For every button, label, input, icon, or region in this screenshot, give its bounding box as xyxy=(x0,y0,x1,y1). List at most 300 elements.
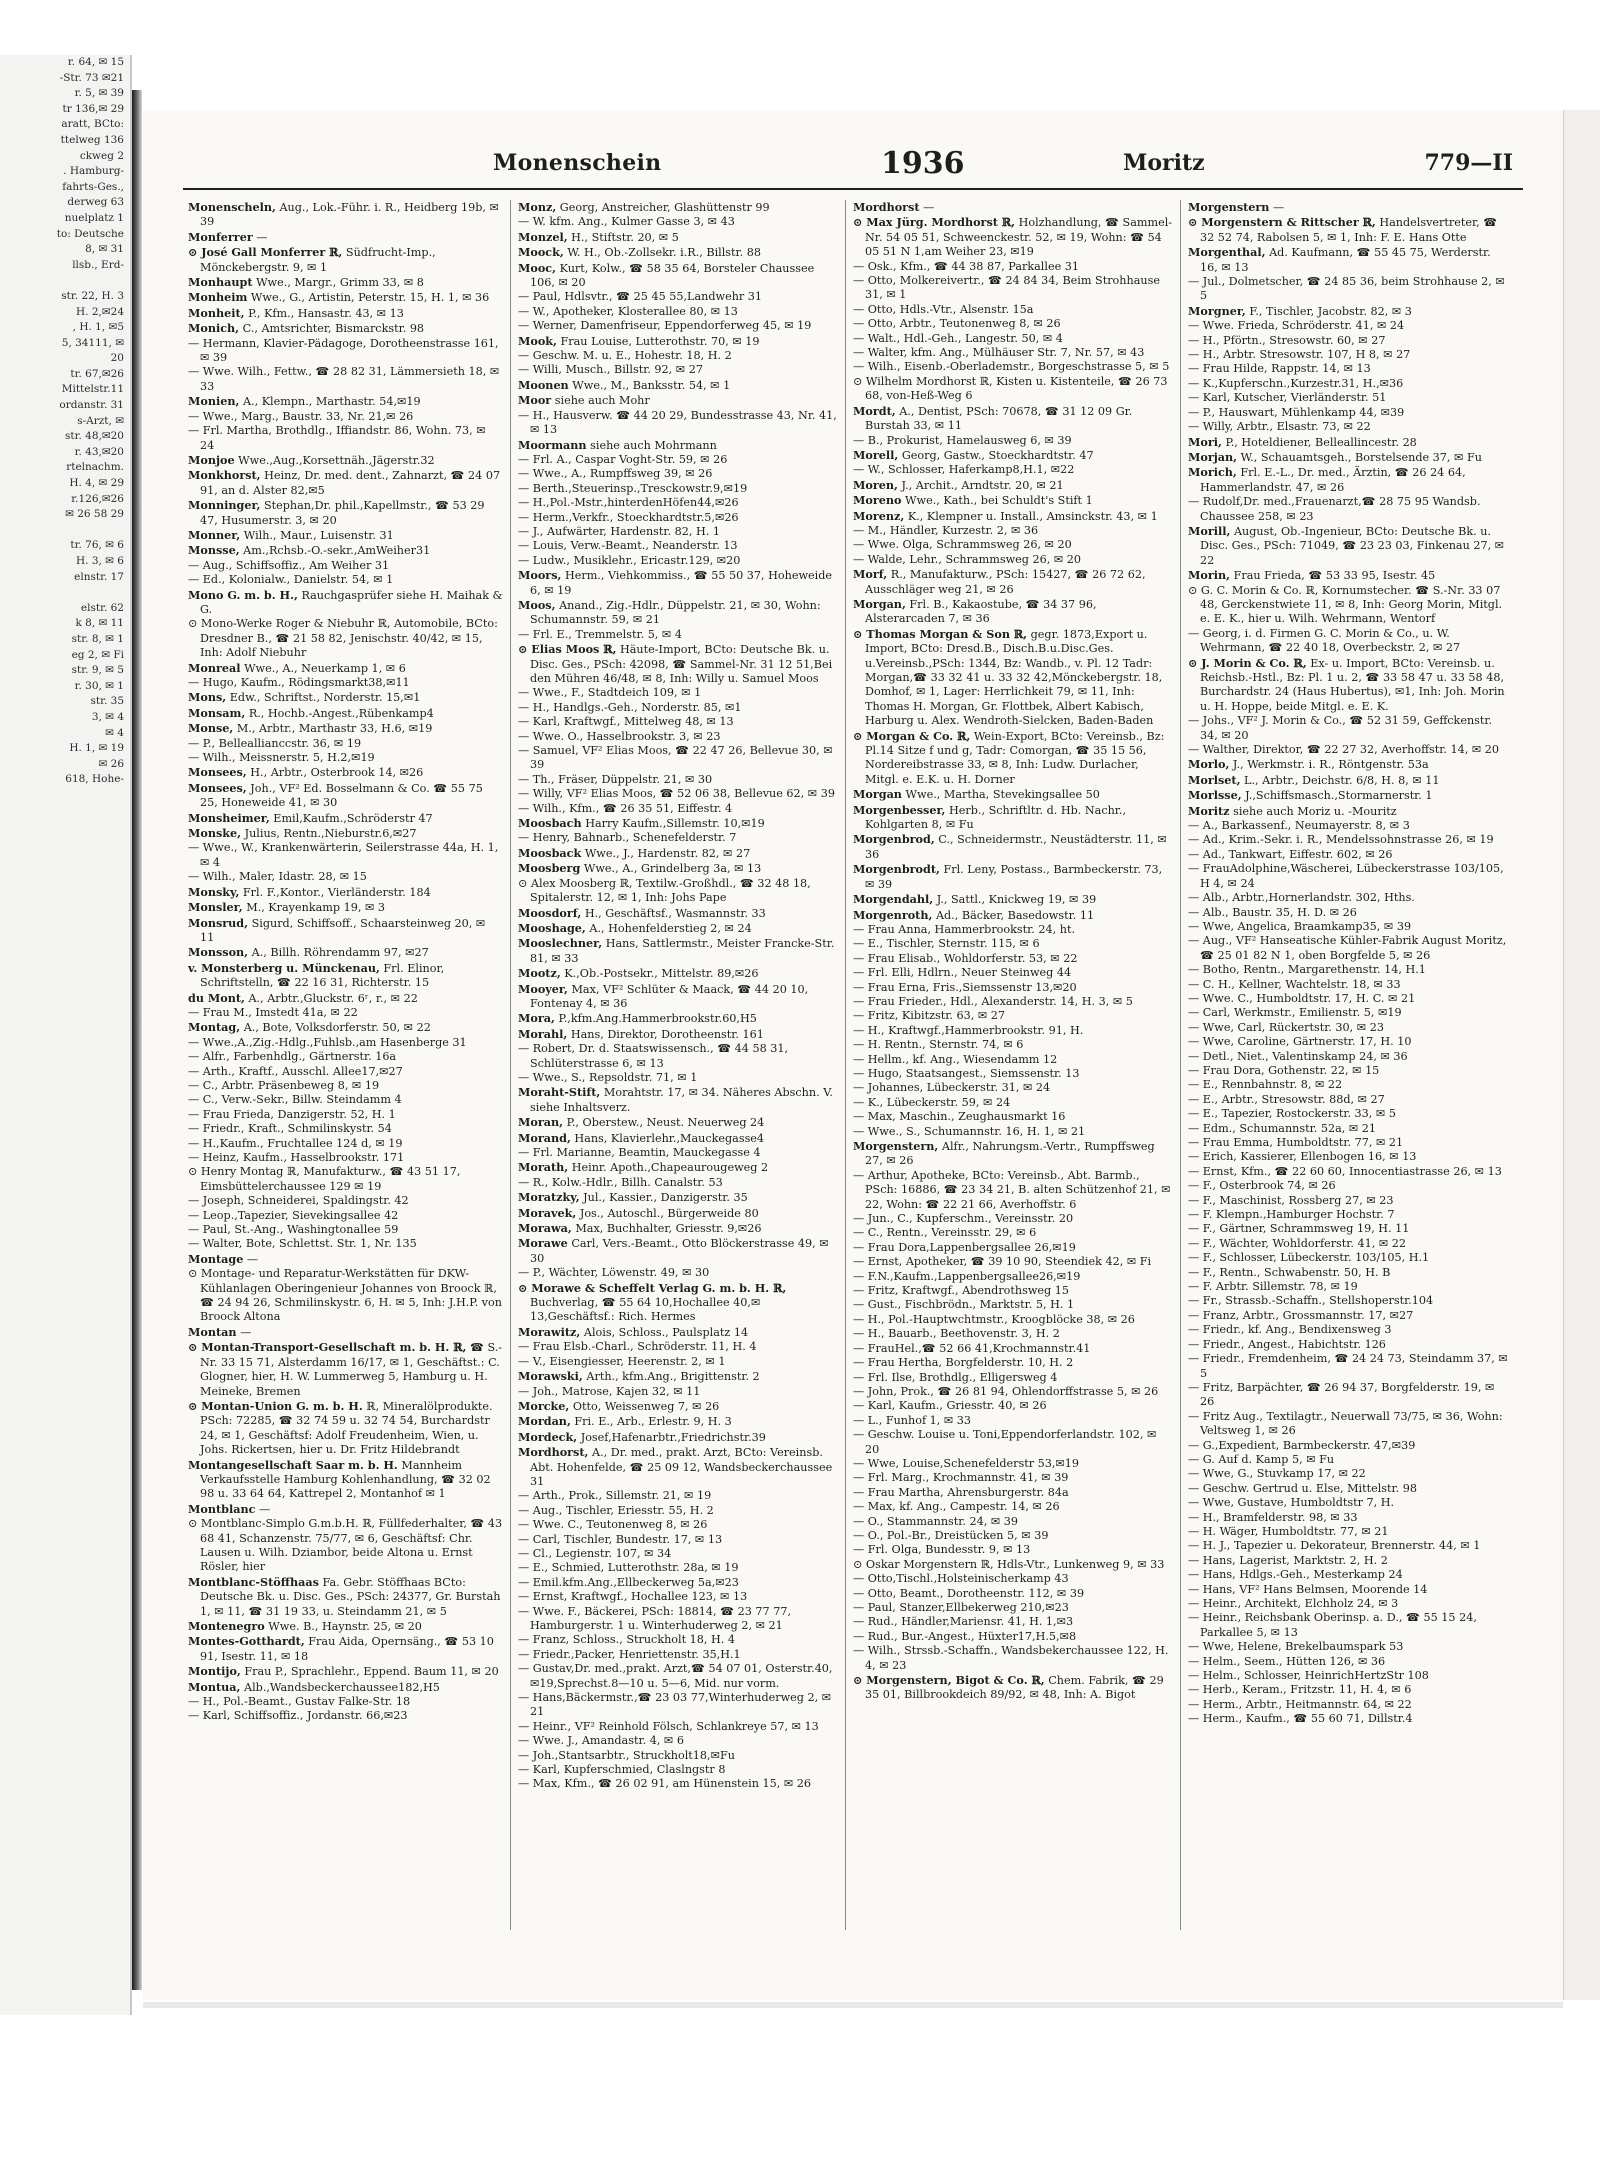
entry-details: — Georg, i. d. Firmen G. C. Morin & Co., u. W. Wehrmann, ☎ 22 40 18, Overbeckstr. 2, ✉ 27 xyxy=(1188,626,1461,655)
entry-name: Mori, xyxy=(1188,434,1222,449)
entry-name: ⊙ Thomas Morgan & Son ℝ, xyxy=(853,626,1028,641)
directory-entry xyxy=(853,1342,1173,1356)
directory-entry xyxy=(518,1414,838,1429)
directory-entry xyxy=(188,885,503,900)
entry-details: Aug., Lok.-Führ. i. R., Heidberg 19b, ✉ 39 xyxy=(200,201,499,229)
entry-name: Monferrer xyxy=(188,229,253,244)
entry-details: — Karl, Kaufm., Griesstr. 40, ✉ 26 xyxy=(853,1399,1047,1413)
entry-details: ⊙ Montblanc-Simplo G.m.b.H. ℝ, Füllfederhalter, ☎ 43 68 41, Schanzenstr. 75/77, ✉ 6, Geschäftsf: Chr. Lausen u. Wilh. Dziambor, beide Altona u. Ernst Rösler, hier xyxy=(188,1517,503,1574)
directory-entry xyxy=(518,1734,838,1748)
entry-details: — Wilh., Kfm., ☎ 26 35 51, Eiffestr. 4 xyxy=(518,801,733,815)
directory-entry xyxy=(1188,1439,1508,1453)
margin-fragment: r. 64, ✉ 15 xyxy=(67,56,124,68)
entry-details: — Rud., Händler,Mariensr. 41, H. 1,✉3 xyxy=(853,1615,1074,1629)
margin-fragment: r.126,✉26 xyxy=(71,492,124,505)
entry-details: Am.,Rchsb.-O.-sekr.,AmWeiher31 xyxy=(243,544,431,558)
directory-entry xyxy=(518,525,838,539)
directory-entry xyxy=(853,404,1173,434)
directory-entry xyxy=(188,394,503,409)
directory-entry xyxy=(853,1414,1173,1428)
directory-entry xyxy=(188,751,503,765)
entry-details: — Frau Martha, Ahrensburgerstr. 84a xyxy=(853,1485,1069,1499)
entry-details: Otto, Weissenweg 7, ✉ 26 xyxy=(572,1399,720,1413)
entry-details: Georg, Anstreicher, Glashüttenstr 99 xyxy=(559,201,770,214)
entry-name: Monsam, xyxy=(188,705,246,720)
directory-entry xyxy=(1188,1410,1508,1439)
entry-details: ⊙ Oskar Morgenstern ℝ, Hdls-Vtr., Lunkenweg 9, ✉ 33 xyxy=(853,1557,1165,1571)
margin-fragment xyxy=(0,273,130,289)
entry-details: — Karl, Kraftwgf., Mittelweg 48, ✉ 13 xyxy=(518,715,734,729)
directory-entry xyxy=(853,1587,1173,1601)
directory-entry xyxy=(853,1226,1173,1240)
directory-entry xyxy=(1188,934,1508,963)
directory-entry xyxy=(518,349,838,363)
directory-entry xyxy=(1188,1179,1508,1193)
directory-entry xyxy=(1188,245,1508,275)
directory-entry xyxy=(1188,1208,1508,1222)
entry-details: Ad., Bäcker, Basedowstr. 11 xyxy=(935,908,1095,922)
entry-details: — V., Eisengiesser, Heerenstr. 2, ✉ 1 xyxy=(518,1354,726,1368)
directory-entry xyxy=(853,1270,1173,1284)
directory-entry xyxy=(1188,1453,1508,1467)
directory-entry xyxy=(518,1221,838,1236)
entry-name: Monheim xyxy=(188,290,248,305)
directory-entry xyxy=(1188,1064,1508,1078)
entry-name: Moravek, xyxy=(518,1205,577,1220)
directory-entry xyxy=(1188,819,1508,833)
entry-details: — Wwe., Marg., Baustr. 33, Nr. 21,✉ 26 xyxy=(188,409,414,423)
right-page-edge xyxy=(1563,110,1600,2000)
directory-entry xyxy=(853,1428,1173,1457)
entry-details: — Ernst, Kraftwgf., Hochallee 123, ✉ 13 xyxy=(518,1590,748,1604)
directory-entry xyxy=(518,1777,838,1791)
entry-details: — Willy, ⅤF² Elias Moos, ☎ 52 06 38, Bellevue 62, ✉ 39 xyxy=(518,787,835,801)
directory-entry xyxy=(1188,1683,1508,1697)
margin-fragment: ✉ 26 58 29 xyxy=(65,508,124,521)
entry-name: ⊙ Montan-Union G. m. b. H. xyxy=(188,1398,363,1413)
entry-details: — Gust., Fischbrödn., Marktstr. 5, H. 1 xyxy=(853,1298,1075,1312)
entry-name: Monkhorst, xyxy=(188,468,261,483)
entry-details: Wilh., Maur., Luisenstr. 31 xyxy=(243,528,394,542)
directory-entry xyxy=(518,686,838,700)
entry-details: Buchverlag, ☎ 55 64 10,Hochallee 40,✉13,Geschäftsf.: Rich. Hermes xyxy=(530,1296,761,1324)
directory-entry xyxy=(518,1085,838,1115)
entry-details: — Heinr., Reichsbank Oberinsp. a. D., ☎ 55 15 24, Parkallee 5, ✉ 13 xyxy=(1188,1611,1477,1639)
entry-details: — F., Schlosser, Lübeckerstr. 103/105, H.1 xyxy=(1188,1251,1430,1265)
entry-name: Morawski, xyxy=(518,1369,583,1384)
margin-fragment: eg 2, ✉ Fi xyxy=(71,648,124,661)
scan-bottom-edge xyxy=(143,2002,1563,2008)
directory-entry xyxy=(1188,495,1508,524)
entry-details: — C. H., Kellner, Wachtelstr. 18, ✉ 33 xyxy=(1188,977,1401,991)
entry-details: — E., Rennbahnstr. 8, ✉ 22 xyxy=(1188,1078,1343,1092)
directory-entry xyxy=(188,1340,503,1399)
entry-name: Montes-Gotthardt, xyxy=(188,1634,305,1649)
margin-fragment: str. 9, ✉ 5 xyxy=(71,664,124,677)
entry-details: — F., Rentn., Schwabenstr. 50, H. B xyxy=(1188,1265,1391,1279)
entry-details: — Ernst, Apotheker, ☎ 39 10 90, Steendiek 42, ✉ Fi xyxy=(853,1255,1152,1269)
entry-details: — Rudolf,Dr. med.,Frauenarzt,☎ 28 75 95 Wandsb. Chaussee 258, ✉ 23 xyxy=(1188,495,1481,523)
directory-entry xyxy=(853,627,1173,729)
directory-entry xyxy=(518,1561,838,1575)
directory-entry xyxy=(1188,1107,1508,1121)
entry-name: Monsees, xyxy=(188,765,247,780)
entry-name: Mooslechner, xyxy=(518,936,603,951)
entry-details: — Herm.,Verkfr., Stoeckhardtstr.5,✉26 xyxy=(518,510,739,524)
entry-details: — L., Funhof 1, ✉ 33 xyxy=(853,1413,972,1427)
directory-entry xyxy=(853,1024,1173,1038)
directory-entry xyxy=(188,453,503,468)
entry-details: — O., Stammannstr. 24, ✉ 39 xyxy=(853,1514,1019,1528)
directory-entry xyxy=(1188,1194,1508,1208)
entry-details: Joh., ⅤF² Ed. Bosselmann & Co. ☎ 55 75 25, Honeweide 41, ✉ 30 xyxy=(200,781,483,810)
entry-details: — Karl, Kupferschmied, Claslngstr 8 xyxy=(518,1763,726,1777)
directory-entry xyxy=(853,317,1173,331)
directory-entry xyxy=(518,1027,838,1042)
directory-entry xyxy=(518,1236,838,1266)
entry-details: — Osk., Kfm., ☎ 44 38 87, Parkallee 31 xyxy=(853,259,1079,273)
entry-details: — xyxy=(258,1502,271,1516)
directory-entry xyxy=(188,1050,503,1064)
directory-entry xyxy=(188,230,503,245)
directory-entry xyxy=(1188,1222,1508,1236)
directory-entry xyxy=(518,1691,838,1720)
entry-details: — Wwe., F., Stadtdeich 109, ✉ 1 xyxy=(518,686,702,700)
margin-fragment: elstr. 62 xyxy=(80,601,124,614)
directory-entry xyxy=(518,773,838,787)
entry-details: Wwe. B., Haynstr. 25, ✉ 20 xyxy=(268,1620,422,1633)
column-4 xyxy=(1188,200,1508,1930)
directory-entry xyxy=(853,434,1173,448)
entry-details: — Wwe, Angelica, Braamkamp35, ✉ 39 xyxy=(1188,919,1412,933)
entry-details: Wwe., A., Grindelberg 3a, ✉ 13 xyxy=(583,862,762,876)
entry-details: — xyxy=(923,201,935,214)
directory-entry xyxy=(518,1662,838,1691)
directory-entry xyxy=(1188,978,1508,992)
directory-entry xyxy=(518,1190,838,1205)
entry-details: — Fritz Aug., Textilagtr., Neuerwall 73/75, ✉ 36, Wohn: Veltsweg 1, ✉ 26 xyxy=(1188,1409,1503,1438)
entry-details: — John, Prok., ☎ 26 81 94, Ohlendorffstrasse 5, ✉ 26 xyxy=(853,1384,1159,1398)
directory-entry xyxy=(1188,377,1508,391)
entry-details: — xyxy=(256,230,268,244)
entry-details: — Friedr., Kraft., Schmilinskystr. 54 xyxy=(188,1122,392,1136)
directory-entry xyxy=(1188,788,1508,803)
margin-fragment: ✉ 26 xyxy=(98,757,124,770)
directory-entry xyxy=(188,1194,503,1208)
entry-name: Mons, xyxy=(188,690,227,705)
entry-details: — H.,Kaufm., Fruchtallee 124 d, ✉ 19 xyxy=(188,1136,403,1150)
directory-entry xyxy=(1188,1280,1508,1294)
directory-entry xyxy=(1188,773,1508,788)
entry-name: Monner, xyxy=(188,527,241,542)
entry-name: Morgan, xyxy=(853,596,906,611)
directory-entry xyxy=(188,498,503,528)
directory-entry xyxy=(518,1385,838,1399)
entry-details: — Max, kf. Ang., Campestr. 14, ✉ 26 xyxy=(853,1500,1060,1514)
entry-details: — Wwe, G., Stuvkamp 17, ✉ 22 xyxy=(1188,1467,1366,1481)
entry-name: Mordt, xyxy=(853,403,896,418)
entry-details: Fri. E., Arb., Erlestr. 9, H. 3 xyxy=(574,1415,732,1429)
entry-details: — H., Arbtr. Stresowstr. 107, H 8, ✉ 27 xyxy=(1188,348,1411,362)
entry-details: — Frau Dora, Gothenstr. 22, ✉ 15 xyxy=(1188,1063,1380,1077)
entry-details: — Frau Emma, Humboldtstr. 77, ✉ 21 xyxy=(1188,1136,1404,1149)
directory-entry xyxy=(853,966,1173,980)
entry-details: W. H., Ob.-Zollsekr. i.R., Billstr. 88 xyxy=(567,246,762,260)
entry-details: Häute-Import, BCto: Deutsche Bk. u. Disc. Ges., PSch: 42098, ☎ Sammel-Nr. 31 12 51,Bei den Mühren 46/48, ✉ 8, Inh: Willy u. Samuel Moos xyxy=(530,643,833,685)
directory-entry xyxy=(188,961,503,991)
directory-entry xyxy=(518,261,838,291)
entry-details: — Wwe. F., Bäckerei, PSch: 18814, ☎ 23 77 77, Hamburgerstr. 1 u. Winterhuderweg 2, ✉ 21 xyxy=(518,1604,792,1632)
margin-fragment: tr. 67,✉26 xyxy=(70,367,124,380)
margin-fragment: 8, ✉ 31 xyxy=(85,243,124,256)
directory-entry xyxy=(1188,215,1508,245)
entry-details: L., Arbtr., Deichstr. 6/8, H. 8, ✉ 11 xyxy=(1244,773,1440,787)
directory-entry xyxy=(1188,1266,1508,1280)
entry-details: R., Manufakturw., PSch: 15427, ☎ 26 72 62, Ausschläger weg 21, ✉ 26 xyxy=(865,568,1146,596)
entry-details: J., Archit., Arndtstr. 20, ✉ 21 xyxy=(901,478,1064,492)
entry-details: — Frl. Olga, Bundesstr. 9, ✉ 13 xyxy=(853,1543,1031,1557)
entry-details: Carl, Vers.-Beamt., Otto Blöckerstrasse 49, ✉ 30 xyxy=(530,1237,829,1265)
directory-entry xyxy=(1188,1554,1508,1568)
entry-details: — Friedr., Fremdenheim, ☎ 24 24 73, Steindamm 37, ✉ 5 xyxy=(1188,1352,1508,1380)
entry-name: Moormann xyxy=(518,437,587,452)
margin-fragment: elnstr. 17 xyxy=(74,570,124,583)
directory-entry xyxy=(853,448,1173,463)
entry-details: — E., Tapezier, Rostockerstr. 33, ✉ 5 xyxy=(1188,1107,1396,1121)
directory-entry xyxy=(518,701,838,715)
entry-details: — Hugo, Staatsangest., Siemssenstr. 13 xyxy=(853,1066,1080,1080)
entry-name: ⊙ José Gall Monferrer ℝ, xyxy=(188,245,343,260)
directory-entry xyxy=(518,467,838,481)
entry-details: — Wwe, Helene, Brekelbaumspark 53 xyxy=(1188,1640,1404,1654)
directory-entry xyxy=(518,1115,838,1130)
column-3 xyxy=(853,200,1173,1930)
directory-entry xyxy=(853,1471,1173,1485)
directory-entry xyxy=(1188,1078,1508,1092)
entry-name: Morlset, xyxy=(1188,772,1241,787)
entry-name: Moraht-Stift, xyxy=(518,1085,601,1100)
directory-entry xyxy=(1188,435,1508,450)
entry-details: — Otto, Beamt., Dorotheenstr. 112, ✉ 39 xyxy=(853,1586,1085,1600)
directory-entry xyxy=(518,1430,838,1445)
margin-fragment: H. 3, ✉ 6 xyxy=(75,555,124,567)
entry-details: ⊙ Alex Moosberg ℝ, Textilw.-Großhdl., ☎ 32 48 18, Spitalerstr. 12, ✉ 1, Inh: Johs Pape xyxy=(518,876,811,905)
margin-fragment: 5, 34111, ✉ xyxy=(61,336,124,349)
entry-details: — H., Hausverw. ☎ 44 20 29, Bundesstrasse 43, Nr. 41, ✉ 13 xyxy=(518,408,837,437)
entry-details: — F. Arbtr. Sillemstr. 78, ✉ 19 xyxy=(1188,1280,1358,1294)
entry-details: Frau Frieda, ☎ 53 33 95, Isestr. 45 xyxy=(1233,569,1436,583)
entry-name: Moos, xyxy=(518,597,556,612)
entry-name: Monsheimer, xyxy=(188,810,270,825)
column-2 xyxy=(518,200,838,1930)
entry-details: ⊙ G. C. Morin & Co. ℝ, Kornumstecher. ☎ S.-Nr. 33 07 48, Gerckenstwiete 11, ✉ 8, Inh: Georg Morin, Mitgl. e. E. K., hier u. Wilh. Wehrmann, Wentorf xyxy=(1188,583,1503,626)
directory-entry xyxy=(518,363,838,377)
directory-entry xyxy=(1188,348,1508,362)
entry-details: — O., Pol.-Br., Dreistücken 5, ✉ 39 xyxy=(853,1528,1049,1542)
entry-details: — E., Schmied, Lutterothstr. 28a, ✉ 19 xyxy=(518,1561,739,1575)
directory-entry xyxy=(853,1038,1173,1052)
entry-name: Moreno xyxy=(853,493,902,508)
entry-details: — Wwe, Caroline, Gärtnerstr. 17, H. 10 xyxy=(1188,1035,1412,1049)
page-header xyxy=(183,146,1523,186)
entry-details: — Wwe. Olga, Schrammsweg 26, ✉ 20 xyxy=(853,538,1072,552)
directory-entry xyxy=(1188,1568,1508,1582)
directory-entry xyxy=(518,877,838,906)
directory-entry xyxy=(853,524,1173,538)
entry-details: siehe auch Mohr xyxy=(554,394,650,408)
entry-details: — Johs., ⅤF² J. Morin & Co., ☎ 52 31 59, Geffckenstr. 34, ✉ 20 xyxy=(1188,714,1493,742)
directory-entry xyxy=(853,803,1173,833)
directory-entry xyxy=(518,966,838,981)
entry-details: — Frau Elisab., Wohldorferstr. 53, ✉ 22 xyxy=(853,951,1078,965)
entry-name: Monich, xyxy=(188,321,240,336)
entry-details: — Friedr., kf. Ang., Bendixensweg 3 xyxy=(1188,1323,1392,1337)
directory-entry xyxy=(853,1327,1173,1341)
directory-entry xyxy=(1188,833,1508,847)
entry-details: Jul., Kassier., Danzigerstr. 35 xyxy=(583,1191,748,1205)
directory-entry xyxy=(853,1601,1173,1615)
running-head-last-entry: Moritz xyxy=(1123,150,1205,176)
directory-entry xyxy=(1188,1251,1508,1265)
directory-entry xyxy=(518,539,838,553)
entry-details: Georg, Gastw., Stoeckhardtstr. 47 xyxy=(901,448,1094,462)
directory-entry xyxy=(1188,334,1508,348)
directory-entry xyxy=(853,1630,1173,1644)
directory-entry xyxy=(1188,1511,1508,1525)
entry-details: — Th., Fräser, Düppelstr. 21, ✉ 30 xyxy=(518,772,713,786)
entry-details: — Helm., Schlosser, HeinrichHertzStr 108 xyxy=(1188,1669,1429,1683)
directory-entry xyxy=(188,275,503,290)
margin-fragment: . Hamburg- xyxy=(63,165,124,178)
directory-entry xyxy=(1188,627,1508,656)
entry-name: Mootz, xyxy=(518,966,561,981)
entry-details: — Wwe. C., Teutonenweg 8, ✉ 26 xyxy=(518,1518,708,1532)
entry-name: Monsrud, xyxy=(188,915,249,930)
entry-details: gegr. 1873,Export u. Import, BCto: Dresd.B., Disch.B.u.Disc.Ges. u.Vereinsb.,PSch: 1344, Bz: Wandb., v. Pl. 12 Tadr: Morgan,☎ 33 32 41 u. 33 32 42,Mönckebergstr. 18, Domhof, ✉ 1, Lager: Herrlichkeit 79, ✉ 11, Inh: Thomas H. Morgan, Gr. Flottbek, Albert Kabisch, Harburg u. Alex. Wendroth-Sielcken, Baden-Baden xyxy=(865,627,1163,728)
directory-entry xyxy=(1188,920,1508,934)
entry-details: — P., Belleallianccstr. 36, ✉ 19 xyxy=(188,736,362,750)
directory-entry xyxy=(188,1252,503,1267)
entry-details: — Willy, Arbtr., Elsastr. 73, ✉ 22 xyxy=(1188,420,1371,434)
directory-entry xyxy=(188,1223,503,1237)
directory-entry xyxy=(518,846,838,861)
directory-entry xyxy=(518,1399,838,1414)
column-divider xyxy=(510,200,511,1930)
directory-entry xyxy=(518,1071,838,1085)
directory-entry xyxy=(518,642,838,686)
entry-details: — Arth., Prok., Sillemstr. 21, ✉ 19 xyxy=(518,1489,712,1503)
entry-details: — Aug., Tischler, Eriesstr. 55, H. 2 xyxy=(518,1503,714,1517)
margin-fragment xyxy=(0,523,130,539)
entry-name: Montblanc xyxy=(188,1501,256,1516)
directory-entry xyxy=(1188,757,1508,772)
entry-details: — Max, Kfm., ☎ 26 02 91, am Hünenstein 15, ✉ 26 xyxy=(518,1777,812,1791)
entry-details: — Ed., Kolonialw., Danielstr. 54, ✉ 1 xyxy=(188,573,394,587)
directory-entry xyxy=(1188,714,1508,743)
directory-entry xyxy=(1188,1122,1508,1136)
entry-details: — Walde, Lehr., Schrammsweg 26, ✉ 20 xyxy=(853,552,1081,566)
entry-details: — Otto, Molkereivertr., ☎ 24 84 34, Beim Strohhause 31, ✉ 1 xyxy=(853,274,1160,302)
entry-details: M., Arbtr., Marthastr 33, H.6, ✉19 xyxy=(236,722,433,736)
directory-entry xyxy=(188,811,503,826)
directory-entry xyxy=(853,1385,1173,1399)
entry-name: Morgan xyxy=(853,787,902,802)
entry-details: — Berth.,Steuerinsp.,Tresckowstr.9,✉19 xyxy=(518,481,748,495)
directory-entry xyxy=(1188,1021,1508,1035)
directory-entry xyxy=(853,832,1173,862)
entry-details: — F. Klempn.,Hamburger Hochstr. 7 xyxy=(1188,1208,1395,1222)
directory-entry xyxy=(188,706,503,721)
entry-details: — W., Schlosser, Haferkamp8,H.1, ✉22 xyxy=(853,463,1075,477)
entry-details: — Hans, Hdlgs.-Geh., Mesterkamp 24 xyxy=(1188,1568,1403,1582)
entry-details: — W. kfm. Ang., Kulmer Gasse 3, ✉ 43 xyxy=(518,215,735,229)
directory-entry xyxy=(188,916,503,946)
entry-details: — Herm., Arbtr., Heitmannstr. 64, ✉ 22 xyxy=(1188,1697,1412,1711)
entry-details: — Wwe., A., Rumpffsweg 39, ✉ 26 xyxy=(518,467,713,481)
directory-entry xyxy=(188,945,503,960)
entry-details: — Erich, Kassierer, Ellenbogen 16, ✉ 13 xyxy=(1188,1150,1417,1164)
entry-name: Montage xyxy=(188,1251,244,1266)
entry-details: Ad. Kaufmann, ☎ 55 45 75, Werderstr. 16, ✉ 13 xyxy=(1200,246,1491,274)
directory-entry xyxy=(1188,406,1508,420)
entry-details: — Otto,Tischl.,Holsteinischerkamp 43 xyxy=(853,1572,1069,1586)
directory-entry xyxy=(188,781,503,811)
margin-fragment: H. 1, ✉ 19 xyxy=(69,742,124,755)
entry-name: Morill, xyxy=(1188,523,1231,538)
entry-details: — M., Händler, Kurzestr. 2, ✉ 36 xyxy=(853,523,1039,537)
entry-details: Max, ⅤF² Schlüter & Maack, ☎ 44 20 10, Fontenay 4, ✉ 36 xyxy=(530,982,809,1010)
directory-entry xyxy=(518,982,838,1012)
directory-entry xyxy=(853,360,1173,374)
directory-entry xyxy=(518,1206,838,1221)
entry-details: M., Krayenkamp 19, ✉ 3 xyxy=(246,901,386,915)
directory-entry xyxy=(1188,1583,1508,1597)
directory-entry xyxy=(1188,568,1508,583)
entry-details: H., Arbtr., Osterbrook 14, ✉26 xyxy=(250,766,424,780)
entry-details: siehe auch Moriz u. -Mouritz xyxy=(1233,804,1397,818)
entry-details: — Walther, Direktor, ☎ 22 27 32, Averhoffstr. 14, ✉ 20 xyxy=(1188,743,1500,757)
entry-name: Morawitz, xyxy=(518,1324,581,1339)
directory-entry xyxy=(853,862,1173,892)
entry-name: Monsler, xyxy=(188,900,243,915)
margin-fragment: ckweg 2 xyxy=(79,149,124,162)
entry-details: — Wwe, Louise,Schenefelderstr 53,✉19 xyxy=(853,1456,1080,1470)
entry-details: — Paul, Stanzer,Ellbekerweg 210,✉23 xyxy=(853,1601,1069,1614)
entry-name: Morgendahl, xyxy=(853,892,934,907)
margin-fragment: rtelnachm. xyxy=(66,461,124,474)
entry-details: — E., Tischler, Sternstr. 115, ✉ 6 xyxy=(853,937,1040,951)
directory-entry xyxy=(1188,450,1508,465)
margin-fragment: r. 30, ✉ 1 xyxy=(74,679,124,692)
entry-name: Mono G. m. b. H., xyxy=(188,587,298,602)
margin-fragment: ✉ 4 xyxy=(105,726,124,739)
entry-details: — H., Handlgs.-Geh., Norderstr. 85, ✉1 xyxy=(518,700,742,714)
entry-details: Handelsvertreter, ☎ 32 52 74, Rabolsen 5, ✉ 1, Inh: F. E. Hans Otte xyxy=(1200,216,1498,244)
entry-details: — Fr., Strassb.-Schaffn., Stellshoperstr.104 xyxy=(1188,1294,1434,1308)
directory-entry xyxy=(1188,1655,1508,1669)
entry-details: — Jul., Dolmetscher, ☎ 24 85 36, beim Strohhause 2, ✉ 5 xyxy=(1188,275,1505,303)
entry-details: — Heinr., ⅤF² Reinhold Fölsch, Schlankreye 57, ✉ 13 xyxy=(518,1719,819,1733)
entry-details: — Gustav,Dr. med.,prakt. Arzt,☎ 54 07 01, Osterstr.40,✉19,Sprechst.8—10 u. 5—6, Mid. nur vorm. xyxy=(518,1662,833,1690)
directory-entry xyxy=(188,1006,503,1020)
entry-name: Moratzky, xyxy=(518,1190,580,1205)
entry-name: Montblanc-Stöffhaas xyxy=(188,1574,319,1589)
entry-details: Herm., Viehkommiss., ☎ 55 50 37, Hoheweide 6, ✉ 19 xyxy=(530,569,833,597)
page-number: 779—II xyxy=(1424,150,1513,176)
entry-details: — xyxy=(1273,201,1285,214)
directory-entry xyxy=(853,597,1173,627)
directory-entry xyxy=(1188,304,1508,319)
